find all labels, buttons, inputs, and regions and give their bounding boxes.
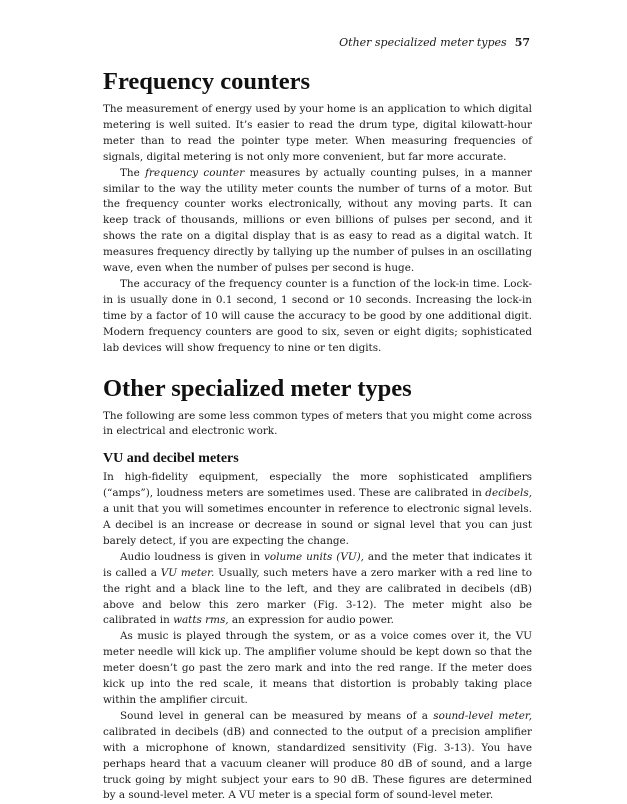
- page-body: [103, 68, 532, 804]
- paragraph: [103, 470, 532, 550]
- paragraph: The accuracy of the frequency counter is a function of the lock-in time. Lock-in is usually done in 0.1 second, 1 second or 10 seconds. Increasing the lock-in time by a factor of 10 will cause the accuracy to be good by one additional digit. Modern frequency counters are good to six, seven or eight digits; sophisticated lab devices will show frequency to nine or ten digits.: [103, 277, 532, 354]
- text-run: Audio loudness is given in: [120, 550, 265, 563]
- text-run: The: [120, 166, 146, 179]
- text-run: measures by actually counting pulses, in a manner similar to the way the utility meter counts the number of turns of a motor. But the frequency counter works electronically, without any moving parts. It can keep track of thousands, millions or even billions of pulses per second, and it shows the rate on a digital display that is as easy to read as a digital watch. It measures frequency directly by tallying up the number of pulses in an oscillating wave, even when the number of pulses per second is huge.: [103, 166, 532, 275]
- running-title: Other specialized meter types: [339, 36, 507, 49]
- italic-term: VU meter.: [160, 566, 215, 579]
- italic-term: decibels,: [485, 487, 532, 500]
- text-run: Sound level in general can be measured by means of a: [120, 709, 434, 722]
- text-run: In high-fidelity equipment, especially the more sophisticated amplifiers (“amps”), loudness meters are sometimes used. These are calibrated in: [103, 471, 532, 500]
- italic-term: watts rms,: [173, 614, 229, 627]
- italic-term: sound-level meter,: [433, 709, 532, 722]
- text-run: an expression for audio power.: [228, 614, 394, 627]
- paragraph: The measurement of energy used by your home is an application to which digital metering is well suited. It’s easier to read the drum type, digital kilowatt-hour meter than to read the pointer type meter. When measuring frequencies of signals, digital metering is not only more convenient, but far more accurate.: [103, 103, 532, 163]
- subheading-vu-decibel-meters: VU and decibel meters: [103, 451, 239, 467]
- running-header: [339, 36, 530, 49]
- section-heading-other-meter-types: Other specialized meter types: [103, 374, 412, 402]
- text-run: and the meter that indicates it is called a: [103, 550, 532, 579]
- italic-term: frequency counter: [145, 166, 245, 179]
- paragraph: [103, 166, 532, 277]
- section-heading-frequency-counters: Frequency counters: [103, 68, 311, 95]
- italic-term: volume units (VU),: [264, 550, 364, 563]
- text-run: calibrated in decibels (dB) and connected to the output of a precision amplifier with a microphone of known, standardized sensitivity (Fig. 3-13). You have perhaps heard that a vacuum cleaner will produce 80 dB of sound, and a large truck going by might subject your ears to 90 dB. These figures are determined by a sound-level meter. A VU meter is a special form of sound-level meter.: [103, 725, 532, 802]
- paragraph: [103, 709, 532, 804]
- paragraph: As music is played through the system, or as a voice comes over it, the VU meter needle will kick up. The amplifier volume should be kept down so that the meter doesn’t go past the zero mark and into the red range. If the meter does kick up into the red scale, it means that distortion is probably taking place within the amplifier circuit.: [103, 630, 532, 706]
- paragraph: [103, 550, 532, 630]
- paragraph: The following are some less common types of meters that you might come across in electrical and electronic work.: [103, 409, 532, 438]
- text-run: a unit that you will sometimes encounter in reference to electronic signal levels. A decibel is an increase or decrease in sound or signal level that you can just barely detect, if you are expecting the change.: [103, 503, 532, 547]
- page-number: 57: [514, 36, 530, 49]
- text-run: Usually, such meters have a zero marker with a red line to the right and a black line to the left, and they are calibrated in decibels (dB) above and below this zero marker (Fig. 3-12). The meter might also be calibrated in: [103, 566, 532, 627]
